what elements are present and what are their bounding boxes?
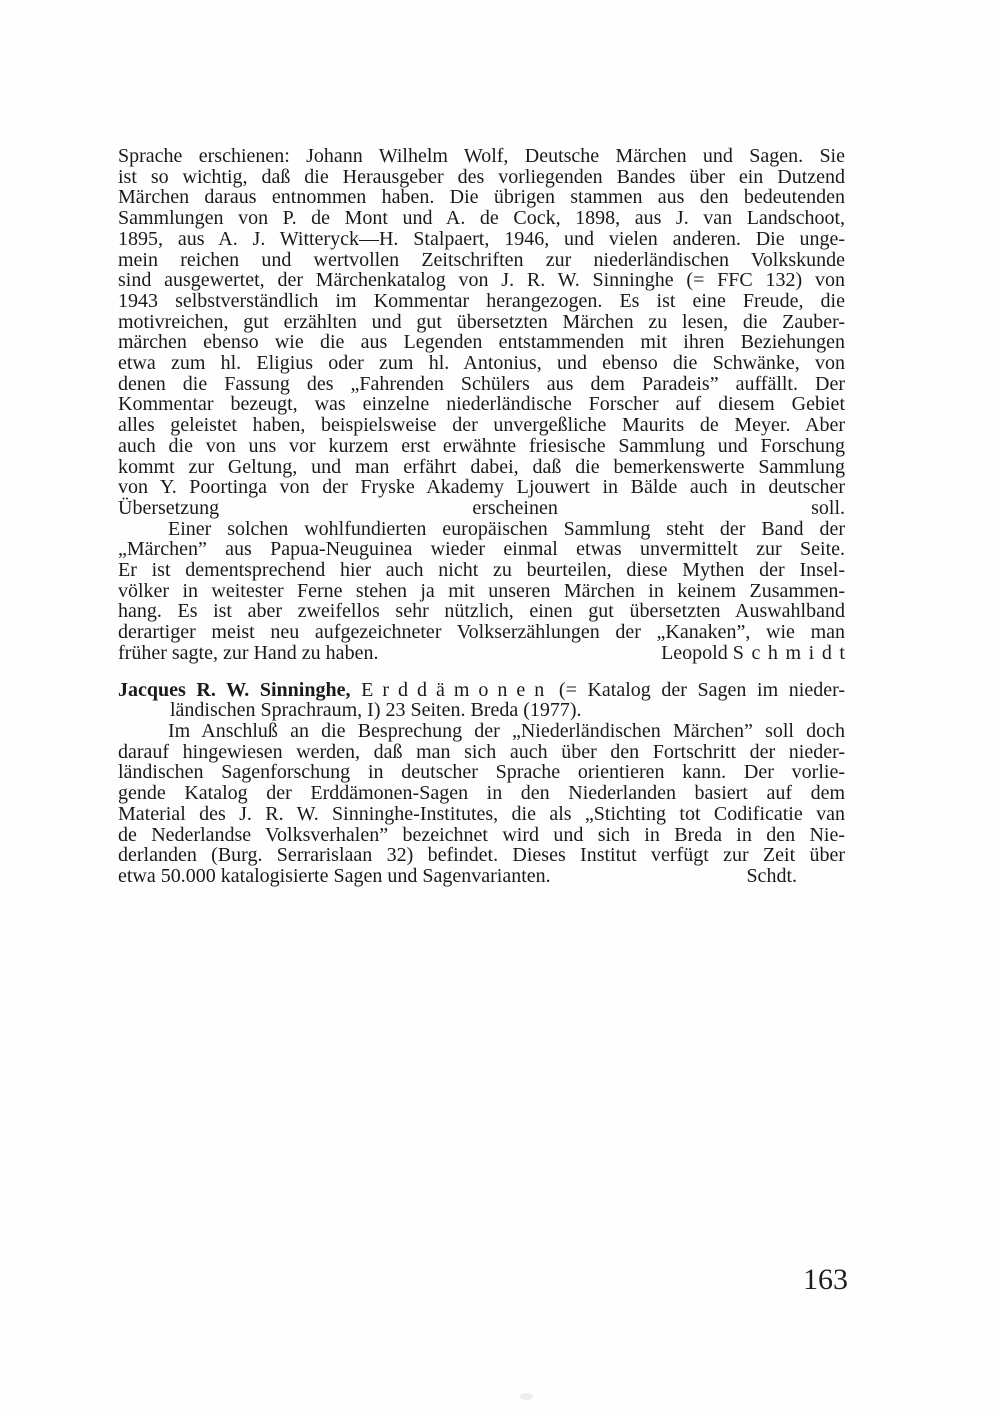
paragraph-closing-text: früher sagte, zur Hand zu haben. xyxy=(118,641,379,664)
text-line: Kommentar bezeugt, was einzelne niederländische Forscher auf diesem Gebiet xyxy=(118,393,845,416)
reviewer-signature xyxy=(661,641,853,664)
text-line: kommt zur Geltung, und man erfährt dabei, daß die bemerkenswerte Sammlung xyxy=(118,455,845,478)
text-line: Sammlungen von P. de Mont und A. de Cock, 1898, aus J. van Landschoot, xyxy=(118,207,845,230)
reviewer-signature-abbrev: Schdt. xyxy=(746,864,797,887)
text-line: 1943 selbstverständlich im Kommentar herangezogen. Es ist eine Freude, die xyxy=(118,289,845,312)
entry-title: Erddämonen xyxy=(361,678,554,701)
text-line: darauf hingewiesen werden, daß man sich auch über den Fortschritt der nieder- xyxy=(118,740,845,763)
text-line: von Y. Poortinga von der Fryske Akademy Ljouwert in Bälde auch in deutscher xyxy=(118,476,845,499)
paragraph-continuation xyxy=(118,146,845,519)
text-line: motivreichen, gut erzählten und gut übersetzten Märchen zu lesen, die Zauber- xyxy=(118,310,845,333)
paragraph-closing-text: etwa 50.000 katalogisierte Sagen und Sagenvarianten. xyxy=(118,864,551,887)
text-line: derlanden (Burg. Serrarislaan 32) befindet. Dieses Institut verfügt zur Zeit über xyxy=(118,844,845,867)
text-line: völker in weitester Ferne stehen ja mit unseren Märchen in keinem Zusammen- xyxy=(118,579,845,602)
text-line: Im Anschluß an die Besprechung der „Niederländischen Märchen” soll doch xyxy=(168,719,845,742)
entry-subtitle: (= Katalog der Sagen im nieder- xyxy=(558,678,846,701)
entry-heading-line1 xyxy=(118,680,845,701)
text-line: gende Katalog der Erddämonen-Sagen in den Niederlanden basiert auf dem xyxy=(118,782,845,805)
text-line: Märchen daraus entnommen haben. Die übrigen stammen aus den bedeutenden xyxy=(118,186,845,209)
signature-line-schmidt xyxy=(118,641,853,664)
text-line: 1895, aus A. J. Witteryck—H. Stalpaert, 1946, und vielen anderen. Die unge- xyxy=(118,227,845,250)
review-wolf-maerchen xyxy=(118,145,853,664)
text-line: sind ausgewertet, der Märchenkatalog von J. R. W. Sinninghe (= FFC 132) von xyxy=(118,269,845,292)
signature-line-schdt xyxy=(118,866,845,887)
text-line: „Märchen” aus Papua-Neuguinea wieder einmal etwas unvermittelt zur Seite. xyxy=(118,538,845,561)
entry-heading xyxy=(118,680,845,721)
entry-heading-line2: ländischen Sprachraum, I) 23 Seiten. Breda (1977). xyxy=(170,699,582,722)
text-line: Einer solchen wohlfundierten europäischen Sammlung steht der Band der xyxy=(168,517,845,540)
signature-firstname: Leopold xyxy=(661,641,728,664)
text-line: ist so wichtig, daß die Herausgeber des vorliegenden Bandes über ein Dutzend xyxy=(118,165,845,188)
text-line: Er ist dementsprechend hier auch nicht zu beurteilen, diese Mythen der Insel- xyxy=(118,559,845,582)
text-line: mein reichen und wertvollen Zeitschriften zur niederländischen Volkskunde xyxy=(118,248,845,271)
entry-author: Jacques R. W. Sinninghe, xyxy=(118,678,351,701)
text-line: märchen ebenso wie die aus Legenden entstammenden mit ihren Beziehungen xyxy=(118,331,845,354)
paragraph-erddaemonen xyxy=(118,721,845,866)
text-line: Material des J. R. W. Sinninghe-Institutes, die als „Stichting tot Codificatie van xyxy=(118,802,845,825)
paragraph-papua-neuguinea xyxy=(118,519,845,643)
signature-surname: Schmidt xyxy=(732,641,853,664)
text-line: hang. Es ist aber zweifellos sehr nützlich, einen gut übersetzten Auswahlband xyxy=(118,600,845,623)
text-line: Sprache erschienen: Johann Wilhelm Wolf, Deutsche Märchen und Sagen. Sie xyxy=(118,145,845,167)
text-line: alles geleistet haben, beispielsweise der unvergeßliche Maurits de Meyer. Aber xyxy=(118,414,845,437)
text-line: ländischen Sagenforschung in deutscher Sprache orientieren kann. Der vorlie- xyxy=(118,761,845,784)
page-content xyxy=(118,145,853,887)
scan-speck xyxy=(520,1393,533,1400)
text-line: derartiger meist neu aufgezeichneter Volkserzählungen der „Kanaken”, wie man xyxy=(118,621,845,644)
text-line: denen die Fassung des „Fahrenden Schülers aus dem Paradeis” auffällt. Der xyxy=(118,372,845,395)
page-number: 163 xyxy=(803,1263,848,1296)
text-line: de Nederlandse Volksverhalen” bezeichnet wird und sich in Breda in den Nie- xyxy=(118,823,845,846)
text-line: Übersetzung erscheinen soll. xyxy=(118,496,845,519)
text-line: auch die von uns vor kurzem erst erwähnte friesische Sammlung und Forschung xyxy=(118,434,845,457)
review-sinninghe-erddaemonen xyxy=(118,680,845,887)
text-line: etwa zum hl. Eligius oder zum hl. Antonius, und ebenso die Schwänke, von xyxy=(118,352,845,375)
